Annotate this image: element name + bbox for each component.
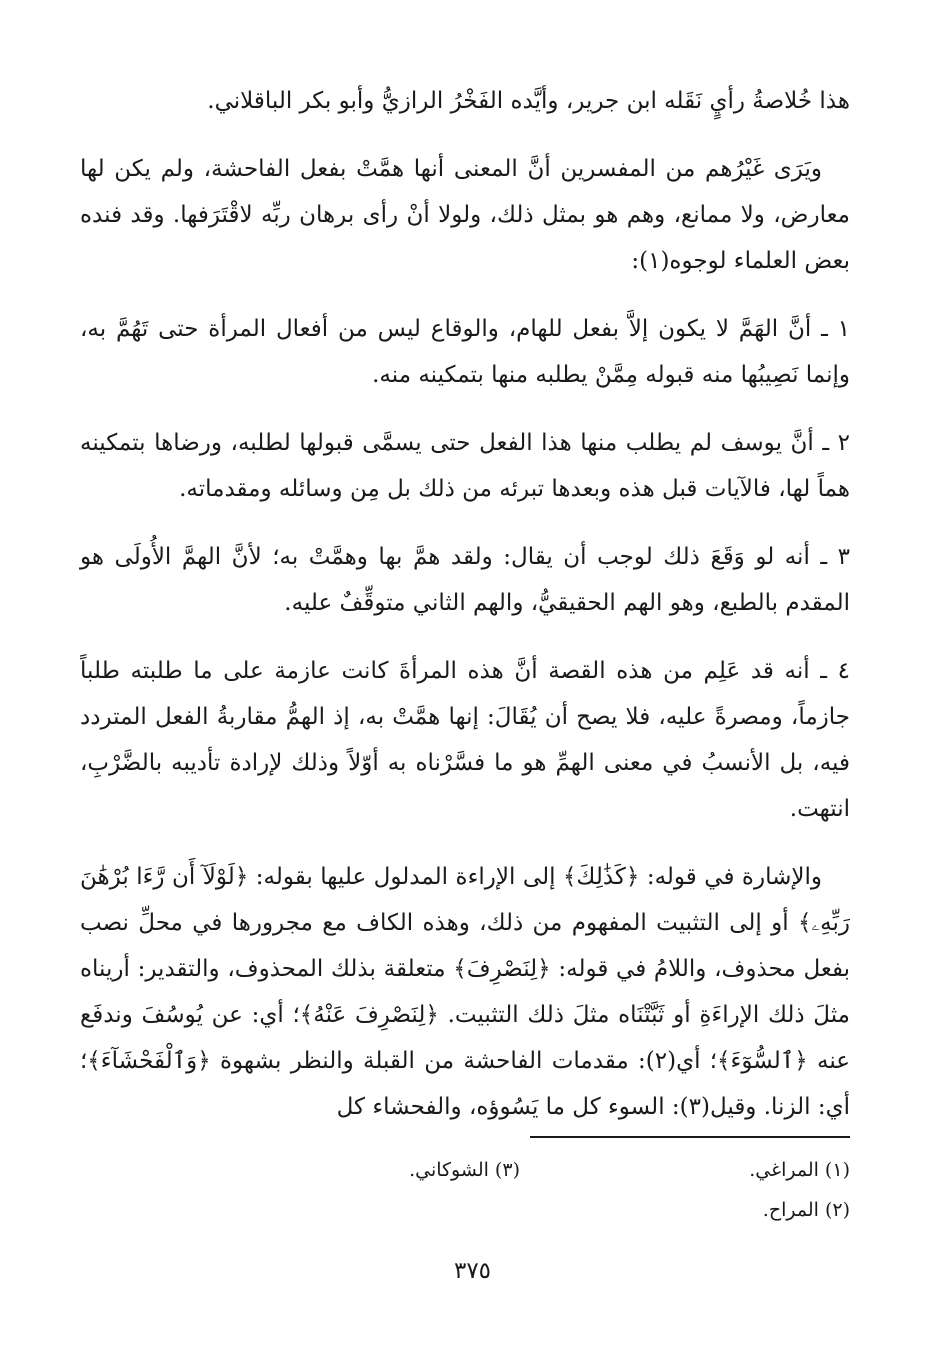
footnote-3: (٣) الشوكاني. <box>409 1159 520 1181</box>
footnote-divider <box>530 1136 850 1138</box>
page-number: ٣٧٥ <box>453 1258 492 1284</box>
footnote-1: (١) المراغي. <box>749 1159 850 1181</box>
footnotes <box>80 1150 850 1230</box>
footnote-row <box>80 1190 850 1230</box>
paragraph-point-4: ٤ ـ أنه قد عَلِم من هذه القصة أنَّ هذه المرأةَ كانت عازمة على ما طلبته طلباً جازماً، ومصرةً عليه، فلا يصح أن يُقَالَ: إنها همَّتْ به، إذ الهمُّ مقاربةُ الفعل المتردد فيه، بل الأنسبُ في معنى الهمِّ هو ما فسَّرْناه به أوّلاً وذلك لإرادة تأديبه بالضَّرْبِ، انتهت. <box>80 658 850 822</box>
paragraph-indication: والإشارة في قوله: ﴿كَذَٰلِكَ﴾ إلى الإراءة المدلول عليها بقوله: ﴿لَوْلَآ أَن رَّءَا بُرْهَٰنَ رَبِّهِۦ﴾ أو إلى التثبيت المفهوم من ذلك، وهذه الكاف مع مجرورها في محلِّ نصب بفعل محذوف، واللامُ في قوله: ﴿لِنَصْرِفَ﴾ متعلقة بذلك المحذوف، والتقدير: أريناه مثلَ ذلك الإراءَةِ أو ثَبَّتْنَاه مثلَ ذلك التثبيت. ﴿لِنَصْرِفَ عَنْهُ﴾؛ أي: عن يُوسُفَ وندفَع عنه ﴿ٱلسُّوٓءَ﴾؛ أي(٢): مقدمات الفاحشة من القبلة والنظر بشهوة ﴿وَٱلْفَحْشَآءَ﴾؛ أي: الزنا. وقيل(٣): السوء كل ما يَسُوؤه، والفحشاء كل <box>80 864 850 1120</box>
paragraph-point-3: ٣ ـ أنه لو وَقَعَ ذلك لوجب أن يقال: ولقد همَّ بها وهمَّتْ به؛ لأنَّ الهمَّ الأُولَى هو المقدم بالطبع، وهو الهم الحقيقيُّ، والهم الثاني متوقِّفٌ عليه. <box>80 544 850 616</box>
paragraph-point-1: ١ ـ أنَّ الهَمَّ لا يكون إلاَّ بفعل للهام، والوقاع ليس من أفعال المرأة حتى تَهُمَّ به، وإنما نَصِيبُها منه قبوله مِمَّنْ يطلبه منها بتمكينه منه. <box>80 316 850 388</box>
footnote-2: (٢) المراح. <box>762 1199 850 1221</box>
footnote-row <box>80 1150 850 1190</box>
paragraph-intro-summary: هذا خُلاصةُ رأيٍ نَقَله ابن جرير، وأيَّده الفَخْرُ الرازيُّ وأبو بكر الباقلاني. <box>207 88 850 114</box>
paragraph-other-view: ويَرَى غَيْرُهم من المفسرين أنَّ المعنى أنها همَّتْ بفعل الفاحشة، ولم يكن لها معارض، ولا ممانع، وهم هو بمثل ذلك، ولولا أنْ رأى برهان ربِّه لاقْتَرَفها. وقد فنده بعض العلماء لوجوه(١): <box>80 156 850 274</box>
paragraph-point-2: ٢ ـ أنَّ يوسف لم يطلب منها هذا الفعل حتى يسمَّى قبولها لطلبه، ورضاها بتمكينه هماً لها، فالآيات قبل هذه وبعدها تبرئه من ذلك بل مِن وسائله ومقدماته. <box>80 430 850 502</box>
